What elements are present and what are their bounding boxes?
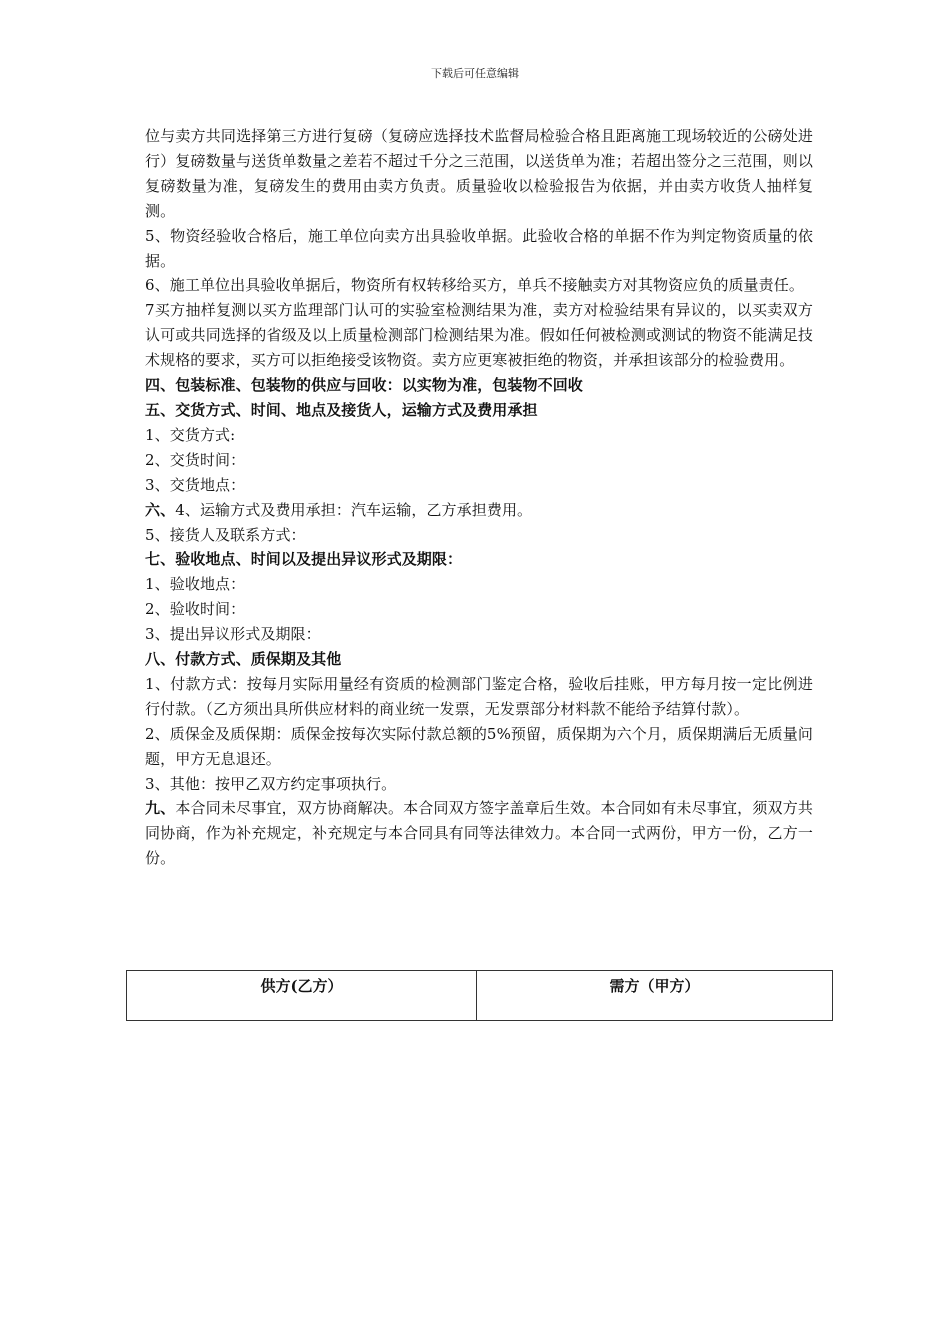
paragraph-text: 4、运输方式及费用承担：汽车运输，乙方承担费用。 — [175, 500, 533, 519]
paragraph: 1、交货方式: — [145, 425, 236, 444]
paragraph: 5、接货人及联系方式： — [145, 525, 306, 544]
table-row — [127, 971, 833, 1021]
paragraph: 3、交货地点： — [145, 475, 246, 494]
section-heading: 七、验收地点、时间以及提出异议形式及期限： — [145, 550, 463, 569]
paragraph: 3、提出异议形式及期限： — [145, 625, 321, 644]
buyer-cell: 需方（甲方） — [477, 971, 833, 1021]
signature-table — [126, 970, 833, 1021]
page-header: 下载后可任意编辑 — [431, 67, 519, 80]
paragraph — [145, 796, 813, 871]
paragraph: 3、其他：按甲乙双方约定事项执行。 — [145, 774, 397, 793]
paragraph: 5、物资经验收合格后，施工单位向卖方出具验收单据。此验收合格的单据不作为判定物资质量的依据。 — [145, 226, 813, 270]
paragraph: 1、付款方式：按每月实际用量经有资质的检测部门鉴定合格，验收后挂账，甲方每月按一定比例进行付款。（乙方须出具所供应材料的商业统一发票，无发票部分材料款不能给予结算付款）。 — [145, 674, 813, 718]
paragraph-text: 本合同未尽事宜，双方协商解决。本合同双方签字盖章后生效。本合同如有未尽事宜，须双方共同协商，作为补充规定，补充规定与本合同具有同等法律效力。本合同一式两份，甲方一份，乙方一份。 — [145, 799, 813, 868]
paragraph: 7买方抽样复测以买方监理部门认可的实验室检测结果为准，卖方对检验结果有异议的，以买卖双方认可或共同选择的省级及以上质量检测部门检测结果为准。假如任何被检测或测试的物资不能满足技术规格的要求，买方可以拒绝接受该物资。卖方应更寒被拒绝的物资，并承担该部分的检验费用。 — [145, 301, 813, 370]
section-heading: 五、交货方式、时间、地点及接货人，运输方式及费用承担 — [145, 400, 538, 419]
section-heading: 八、付款方式、质保期及其他 — [145, 650, 342, 669]
supplier-cell: 供方(乙方） — [127, 971, 477, 1021]
paragraph: 2、交货时间： — [145, 450, 246, 469]
section-number: 九、 — [145, 799, 176, 818]
paragraph: 2、验收时间： — [145, 600, 246, 619]
paragraph: 6、施工单位出具验收单据后，物资所有权转移给买方，单兵不接触卖方对其物资应负的质量责任。 — [145, 276, 804, 295]
paragraph: 2、质保金及质保期：质保金按每次实际付款总额的5%预留，质保期为六个月，质保期满后无质量问题，甲方无息退还。 — [145, 724, 813, 768]
contract-body — [145, 124, 813, 871]
section-number: 六、 — [145, 500, 176, 519]
paragraph: 位与卖方共同选择第三方进行复磅（复磅应选择技术监督局检验合格且距离施工现场较近的公磅处进行）复磅数量与送货单数量之差若不超过千分之三范围，以送货单为准；若超出签分之三范围，则以复磅数量为准，复磅发生的费用由卖方负责。质量验收以检验报告为依据，并由卖方收货人抽样复测。 — [145, 127, 813, 220]
paragraph — [145, 498, 813, 523]
paragraph: 1、验收地点： — [145, 575, 246, 594]
section-heading: 四、包装标准、包装物的供应与回收：以实物为准，包装物不回收 — [145, 376, 583, 395]
